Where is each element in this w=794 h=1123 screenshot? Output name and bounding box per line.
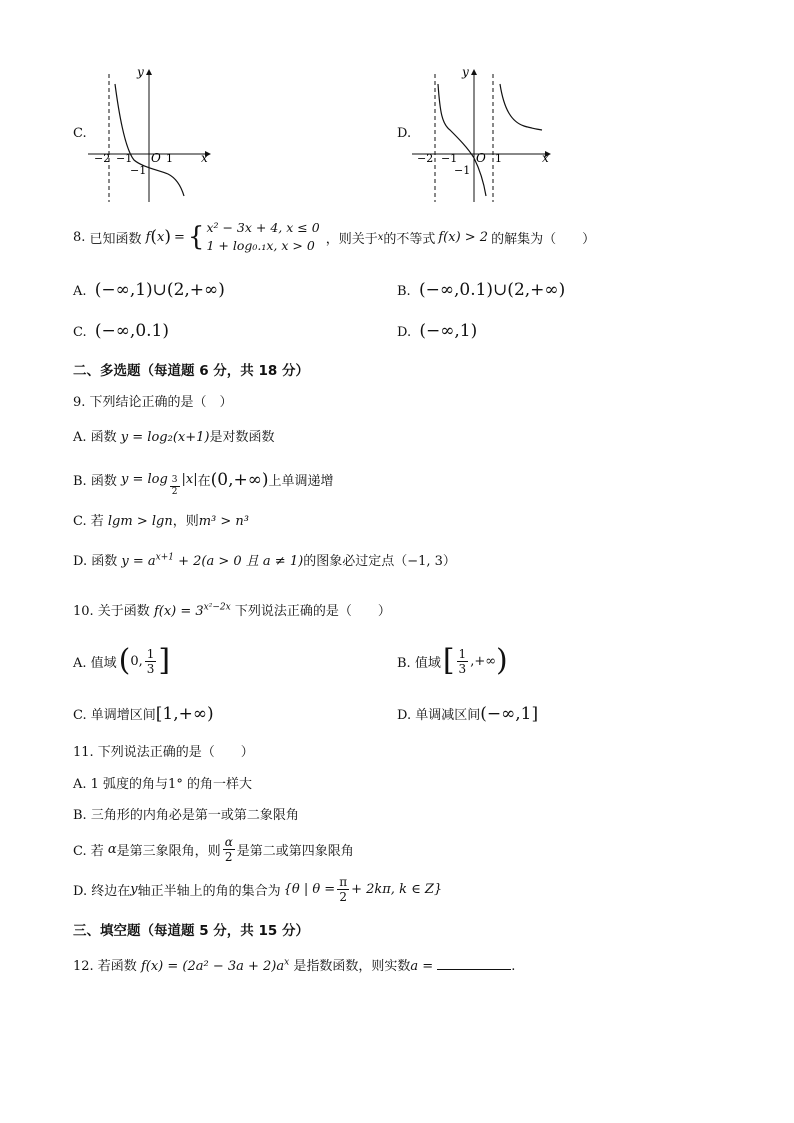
fraction-alpha-over-two: $\frac{\alpha}{2}$	[224, 834, 233, 864]
inequality: f(x) > 2	[438, 229, 489, 245]
option-c-label: C.	[73, 126, 87, 141]
question-number: 8.	[73, 229, 86, 245]
stem-text: 已知函数	[89, 231, 142, 247]
q9-option-a[interactable]: A. 函数 y = log₂(x+1)是对数函数	[73, 430, 275, 445]
variable-x: x	[377, 231, 384, 243]
x-axis-label: x	[542, 151, 549, 165]
q9-option-d[interactable]: D. 函数 $y = a^{x+1} + 2(a > 0$ 且 a ≠ 1)的图象必过定点（−1, 3）	[73, 552, 456, 569]
question-11-stem: 11. 下列说法正确的是（ ）	[73, 745, 254, 760]
graph-option-d	[412, 62, 554, 204]
fraction-pi-over-two: $\frac{\pi}{2}$	[339, 874, 348, 904]
q9-option-c[interactable]: C. 若 lgm > lgn，则m³ > n³	[73, 514, 250, 529]
tick-minus-one: −1	[441, 152, 458, 165]
x-axis-label: x	[201, 151, 208, 165]
piece-two: 1 + log₀.₁x, x > 0	[206, 238, 315, 253]
tick-one: 1	[166, 152, 173, 165]
origin-label: O	[151, 151, 161, 165]
q10-option-d[interactable]: D. 单调减区间(−∞,1]	[397, 704, 539, 724]
section-heading-fill-in: 三、填空题（每道题 5 分，共 15 分）	[73, 923, 309, 939]
q8-option-c[interactable]: C. (−∞,0.1)	[73, 321, 169, 341]
section-heading-multiple-choice: 二、多选题（每道题 6 分，共 18 分）	[73, 363, 309, 379]
graph-option-c	[88, 62, 218, 204]
q11-option-c[interactable]: C. 若 α 是第三象限角，则 $\frac{\alpha}{2}$ 是第二或第四象限角	[73, 834, 354, 864]
y-tick-minus-one: −1	[130, 164, 147, 177]
q10-option-b[interactable]: B. 值域 [ $\frac{1}{3}$ ,+∞ )	[397, 643, 508, 678]
fraction-one-third: $\frac{1}{3}$	[458, 646, 467, 676]
tick-minus-two: −2	[417, 152, 434, 165]
question-10-stem: 10. 关于函数 $f(x) = 3^{x^2-2x}$ 下列说法正确的是（ ）	[73, 602, 391, 619]
q8-option-d[interactable]: D. (−∞,1)	[397, 321, 478, 341]
q8-option-a[interactable]: A. (−∞,1)∪(2,+∞)	[73, 280, 225, 300]
tick-minus-one: −1	[116, 152, 133, 165]
function-curve-right	[500, 84, 542, 130]
tick-one: 1	[495, 152, 502, 165]
question-9-stem: 9. 下列结论正确的是（ ）	[73, 395, 233, 410]
option-d-label: D.	[397, 126, 412, 141]
q9-option-b[interactable]: B. 函数 y = log $\frac{3}{2}$ |x| 在 (0,+∞) 上单调递增	[73, 469, 334, 497]
piece-one: x² − 3x + 4, x ≤ 0	[206, 219, 320, 235]
origin-label: O	[476, 151, 486, 165]
q10-option-a[interactable]: A. 值域 ( 0, $\frac{1}{3}$ ]	[73, 643, 171, 678]
fraction-one-third: $\frac{1}{3}$	[146, 646, 155, 676]
y-axis-label: y	[137, 65, 144, 79]
log-base-fraction: $\frac{3}{2}$	[171, 475, 178, 497]
tick-minus-two: −2	[94, 152, 111, 165]
q8-option-b[interactable]: B. (−∞,0.1)∪(2,+∞)	[397, 280, 566, 300]
function-curve-left	[438, 84, 486, 196]
q11-option-b[interactable]: B. 三角形的内角必是第一或第二象限角	[73, 808, 299, 823]
question-8-stem: 8. 已知函数 f ( x ) = { x² − 3x + 4, x ≤ 0 1 + log₀.₁x, x > 0 ，则关于 x 的不等式 f(x) > 2 的解集为（ ）	[73, 214, 595, 260]
question-12: 12. 若函数 $f(x) = (2a^2 - 3a + 2)a^x$ 是指数函数，则实数a = .	[73, 957, 516, 974]
piecewise-brace: {	[187, 222, 205, 252]
q11-option-d[interactable]: D. 终边在 y 轴正半轴上的角的集合为 {θ | θ = $\frac{\pi}{2}$ + 2kπ, k ∈ Z}	[73, 874, 443, 904]
answer-blank[interactable]	[437, 957, 511, 970]
piecewise-cases	[206, 219, 319, 255]
y-tick-minus-one: −1	[454, 164, 471, 177]
y-axis-label: y	[462, 65, 469, 79]
q11-option-a[interactable]: A. 1 弧度的角与1° 的角一样大	[73, 777, 252, 792]
q10-option-c[interactable]: C. 单调增区间[1,+∞)	[73, 704, 214, 724]
